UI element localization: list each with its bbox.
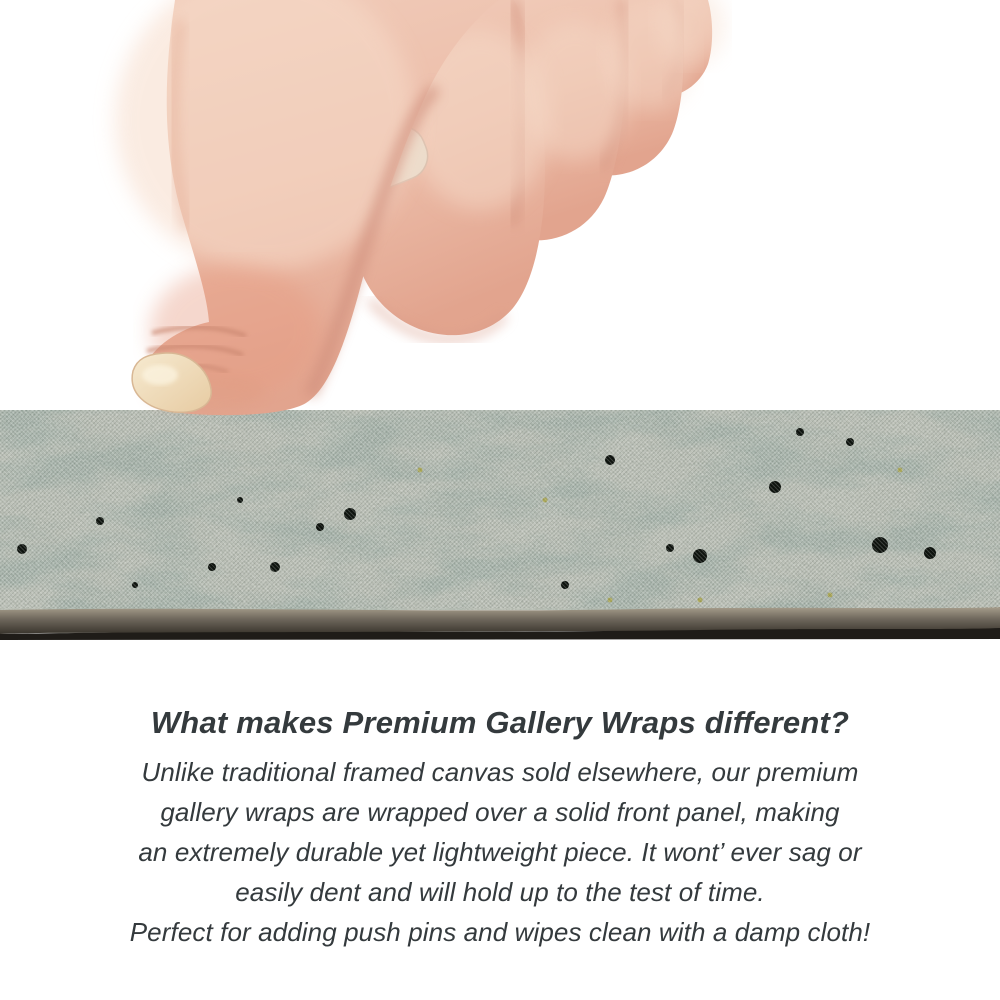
index-fingernail: [342, 119, 435, 198]
info-line: gallery wraps are wrapped over a solid front panel, making: [160, 797, 840, 827]
canvas-texture-strip: [0, 410, 1000, 640]
info-line: Unlike traditional framed canvas sold elsewhere, our premium: [141, 757, 859, 787]
info-line: Perfect for adding push pins and wipes clean with a damp cloth!: [129, 917, 871, 947]
info-line: an extremely durable yet lightweight piece. It wont’ ever sag or: [138, 837, 862, 867]
thumbnail: [132, 353, 211, 412]
info-line: easily dent and will hold up to the test of time.: [235, 877, 765, 907]
hand-pressing-photo: [0, 0, 1000, 420]
info-section: [0, 702, 1000, 952]
info-heading: What makes Premium Gallery Wraps different?: [150, 705, 850, 740]
canvas-strip-graphic: [0, 410, 1000, 640]
curled-fingers: [342, 0, 725, 339]
thumb-and-palm: [115, 0, 499, 415]
